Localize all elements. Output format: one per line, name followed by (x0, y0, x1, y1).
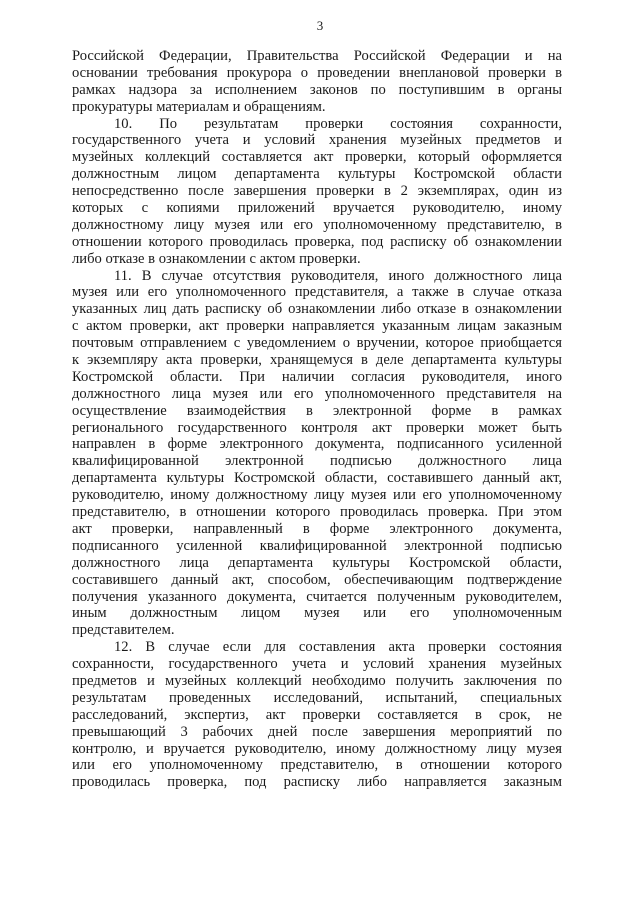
text-line: музейных коллекций составляется акт проверки, который оформляется (72, 149, 562, 166)
text-line: контролю, и вручается руководителю, иному должностному лицу музея (72, 740, 562, 757)
text-line: музея или его уполномоченного представителя, а также в случае отказа (72, 284, 562, 301)
text-line: к экземпляру акта проверки, хранящемуся в деле департамента культуры (72, 352, 562, 369)
page-number: 3 (316, 18, 324, 33)
text-line: направлен в форме электронного документа, подписанного усиленной (72, 436, 562, 453)
text-line: которых с копиями приложений вручается руководителю, иному (72, 200, 562, 217)
text-line: должностного лица департамента культуры Костромской области, (72, 554, 562, 571)
text-line: Российской Федерации, Правительства Российской Федерации и на (72, 48, 562, 64)
text-line: прокуратуры материалам и обращениям. (72, 98, 326, 115)
text-line: должностным лицом департамента культуры Костромской области (72, 166, 562, 183)
text-line: предметов и музейных коллекций необходимо получить заключения по (72, 672, 562, 689)
text-line: с актом проверки, акт проверки направляется указанным лицам заказным (72, 318, 562, 335)
text-line: основании требования прокурора о проведении внеплановой проверки в (72, 64, 562, 81)
text-line: подписанного усиленной квалифицированной электронной подписью (72, 537, 562, 554)
text-line: отношении которого проводилась проверка, под расписку об ознакомлении (72, 233, 562, 250)
text-line: составившего данный акт, способом, обеспечивающим подтверждение (72, 571, 562, 588)
text-line: расследований, экспертиз, акт проверки составляется в срок, не (72, 706, 562, 723)
text-line: осуществление взаимодействия в электронной форме в рамках (72, 402, 562, 419)
text-line: руководителю, иному должностному лицу музея или его уполномоченному (72, 487, 562, 504)
text-line: представителем. (72, 622, 175, 639)
text-line: сохранности, государственного учета и условий хранения музейных (72, 656, 562, 673)
text-line: результатам проведенных исследований, испытаний, специальных (72, 689, 562, 706)
text-line: государственного учета и условий хранения музейных предметов и (72, 132, 562, 149)
text-line: должностного лица музея или его уполномоченного представителя на (72, 385, 562, 402)
text-line: получения указанного документа, считается полученным руководителем, (72, 588, 562, 605)
text-line: или его уполномоченному представителю, в отношении которого (72, 757, 562, 774)
text-line: 10. По результатам проверки состояния сохранности, (114, 115, 562, 132)
text-line: акт проверки, направленный в форме электронного документа, (72, 520, 562, 537)
text-line: 11. В случае отсутствия руководителя, иного должностного лица (114, 267, 562, 284)
text-line: представителю, в отношении которого проводилась проверка. При этом (72, 504, 562, 521)
text-line: рамках надзора за исполнением законов по поступившим в органы (72, 81, 562, 98)
text-line: 12. В случае если для составления акта проверки состояния (114, 639, 562, 656)
text-line: квалифицированной электронной подписью должностного лица (72, 453, 562, 470)
text-line: департамента культуры Костромской области, составившего данный акт, (72, 470, 562, 487)
text-line: иным должностным лицом музея или его уполномоченным (72, 605, 562, 622)
text-line: либо отказе в ознакомлении с актом проверки. (72, 250, 361, 267)
text-line: указанных лиц дать расписку об ознакомлении либо отказе в ознакомлении (72, 301, 562, 318)
text-line: почтовым отправлением с уведомлением о вручении, которое приобщается (72, 335, 562, 352)
text-line: непосредственно после завершения проверки в 2 экземплярах, один из (72, 183, 562, 200)
document-body (72, 48, 562, 791)
text-line: должностному лицу музея или его уполномоченному представителю, в (72, 216, 562, 233)
text-line: Костромской области. При наличии согласия руководителя, иного (72, 368, 562, 385)
text-line: проводилась проверка, под расписку либо направляется заказным (72, 774, 562, 791)
text-line: превышающий 3 рабочих дней после завершения мероприятий по (72, 723, 562, 740)
text-line: регионального государственного контроля акт проверки может быть (72, 419, 562, 436)
